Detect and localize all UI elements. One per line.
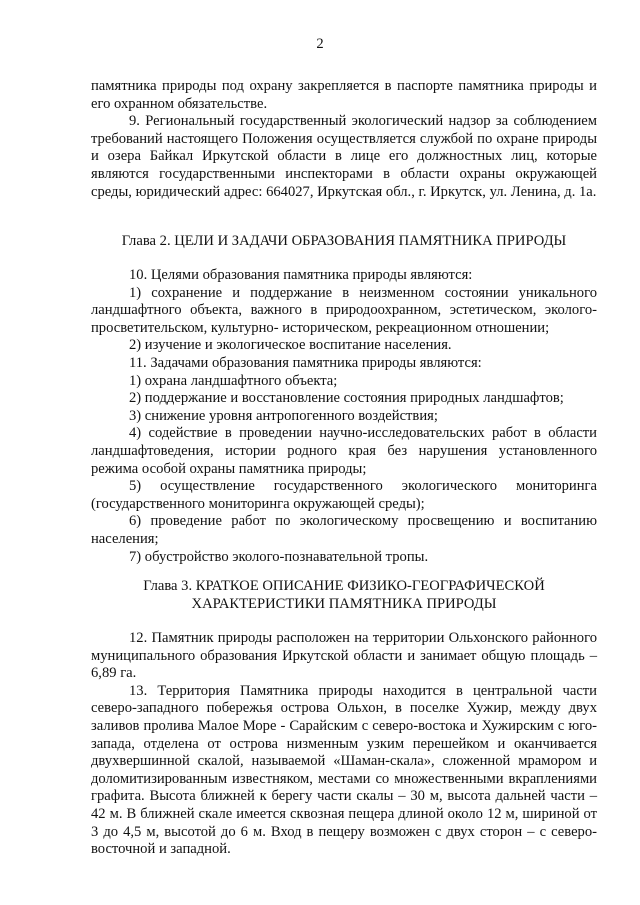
paragraph-11-item-1: 1) охрана ландшафтного объекта; (129, 372, 338, 389)
paragraph-10-item-1: 1) сохранение и поддержание в неизменном состоянии уникального ландшафтного объекта, важного в природоохранном, эстетическом, эколого-просветительском, культурно- историческом, рекреационном отношении; (91, 284, 597, 336)
paragraph-9: 9. Региональный государственный экологический надзор за соблюдением требований настоящего Положения осуществляется службой по охране природы и озера Байкал Иркутской области в лице его должностных лиц, которые являются государственными инспекторами в области охраны окружающей среды, юридический адрес: 664027, Иркутская обл., г. Иркутск, ул. Ленина, д. 1а. (91, 113, 597, 200)
chapter-2-body (91, 267, 597, 566)
chapter-3-body (91, 630, 597, 859)
chapter-3-title (91, 578, 597, 613)
paragraph-continuation: памятника природы под охрану закрепляется в паспорте памятника природы и его охранном обязательстве. (91, 78, 597, 112)
chapter-2-title: Глава 2. ЦЕЛИ И ЗАДАЧИ ОБРАЗОВАНИЯ ПАМЯТНИКА ПРИРОДЫ (121, 233, 567, 249)
page-number: 2 (316, 36, 324, 52)
paragraph-12: 12. Памятник природы расположен на территории Ольхонского районного муниципального образования Иркутской области и занимает общую площадь – 6,89 га. (91, 630, 597, 682)
paragraph-10: 10. Целями образования памятника природы являются: (129, 267, 473, 283)
paragraph-11-item-3: 3) снижение уровня антропогенного воздействия; (129, 407, 438, 424)
paragraph-10-item-2: 2) изучение и экологическое воспитание населения. (129, 337, 452, 354)
paragraph-11-item-6: 6) проведение работ по экологическому просвещению и воспитанию населения; (91, 513, 597, 547)
chapter-3-title-line-1: Глава 3. КРАТКОЕ ОПИСАНИЕ ФИЗИКО-ГЕОГРАФИЧЕСКОЙ (143, 578, 545, 594)
chapter-3-title-line-2: ХАРАКТЕРИСТИКИ ПАМЯТНИКА ПРИРОДЫ (191, 595, 497, 612)
paragraph-11: 11. Задачами образования памятника природы являются: (129, 354, 482, 371)
paragraph-11-item-2: 2) поддержание и восстановление состояния природных ландшафтов; (129, 390, 564, 407)
paragraph-11-item-5: 5) осуществление государственного экологического мониторинга (государственного мониторинга окружающей среды); (91, 478, 597, 512)
paragraph-11-item-7: 7) обустройство эколого-познавательной тропы. (129, 548, 429, 565)
paragraph-11-item-4: 4) содействие в проведении научно-исследовательских работ в области ландшафтоведения, истории родного края без нарушения установленного режима особой охраны памятника природы; (91, 425, 597, 477)
intro-section (91, 78, 597, 201)
paragraph-13: 13. Территория Памятника природы находится в центральной части северо-западного побережья острова Ольхон, в поселке Хужир, между двух заливов пролива Малое Море - Сарайским с северо-востока и Хужирским с юго-запада, отделена от острова низменным узким перешейком и оканчивается двухвершинной скалой, называемой «Шаман-скала», сложенной мрамором и доломитизированным известняком, местами со множественными вкраплениями графита. Высота ближней к берегу части скалы – 30 м, высота дальней части – 42 м. В ближней скале имеется сквозная пещера длиной около 12 м, шириной от 3 до 4,5 м, высотой до 6 м. Вход в пещеру возможен с двух сторон – с северо-восточной и западной. (91, 682, 597, 858)
